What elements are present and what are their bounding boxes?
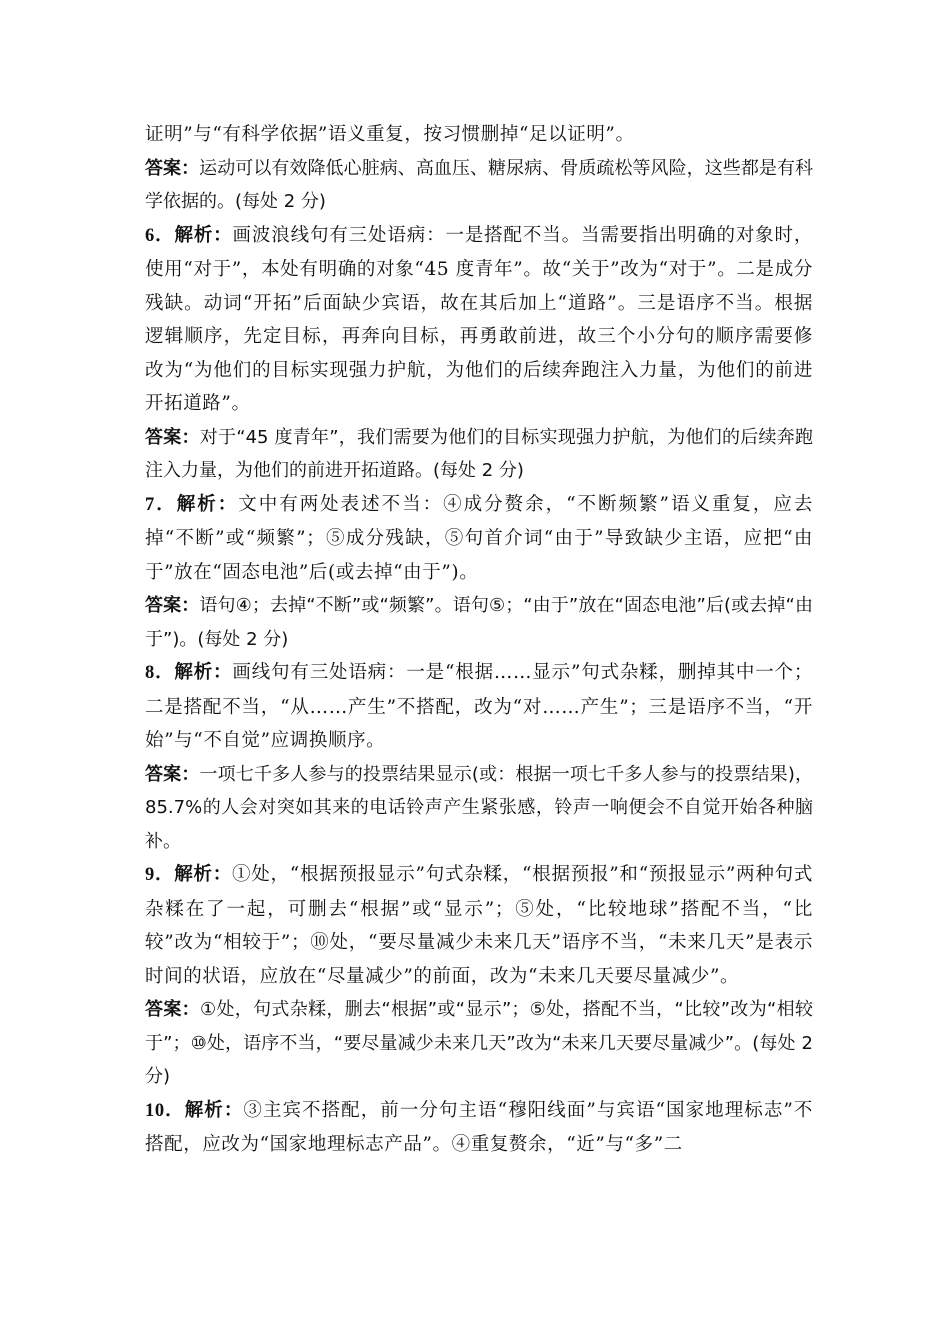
paragraph-text: 一项七千多人参与的投票结果显示(或：根据一项七千多人参与的投票结果)，85.7%的人会对突如其来的电话铃声产生紧张感，铃声一响便会不自觉开始各种脑补。 [145, 763, 813, 852]
explanation-paragraph [145, 118, 813, 152]
question-number: 6． [145, 225, 175, 246]
answer-label: 答案： [145, 763, 200, 785]
answer-paragraph [145, 589, 813, 656]
explanation-label: 解析： [176, 493, 239, 515]
paragraph-text: 对于“45 度青年”，我们需要为他们的目标实现强力护航，为他们的后续奔跑注入力量，为他们的前进开拓道路。(每处 2 分) [145, 426, 813, 481]
paragraph-text: 画波浪线句有三处语病：一是搭配不当。当需要指出明确的对象时，使用“对于”，本处有明确的对象“45 度青年”。故“关于”改为“对于”。二是成分残缺。动词“开拓”后面缺少宾语，故在其后加上“道路”。三是语序不当。根据逻辑顺序，先定目标，再奔向目标，再勇敢前进，故三个小分句的顺序需要修改为“为他们的目标实现强力护航，为他们的后续奔跑注入力量，为他们的前进开拓道路”。 [145, 224, 813, 414]
explanation-label: 解析： [174, 224, 233, 246]
answer-label: 答案： [145, 999, 200, 1020]
answer-paragraph [145, 152, 813, 219]
answer-paragraph [145, 421, 813, 488]
answer-label: 答案： [145, 595, 200, 616]
explanation-paragraph [145, 1094, 813, 1162]
document-page [145, 118, 813, 1162]
paragraph-text: 画线句有三处语病：一是“根据……显示”句式杂糅，删掉其中一个；二是搭配不当，“从……产生”不搭配，改为“对……产生”；三是语序不当，“开始”与“不自觉”应调换顺序。 [145, 662, 813, 751]
answer-paragraph [145, 993, 813, 1094]
question-number: 8． [145, 663, 175, 683]
explanation-paragraph [145, 219, 813, 421]
explanation-paragraph [145, 858, 813, 993]
explanation-paragraph [145, 656, 813, 758]
paragraph-text: 文中有两处表述不当：④成分赘余，“不断频繁”语义重复，应去掉“不断”或“频繁”；⑤成分残缺，⑤句首介词“由于”导致缺少主语，应把“由于”放在“固态电池”后(或去掉“由于”)。 [145, 493, 813, 583]
paragraph-text: 运动可以有效降低心脏病、高血压、糖尿病、骨质疏松等风险，这些都是有科学依据的。(每处 2 分) [145, 157, 814, 212]
answer-label: 答案： [145, 426, 200, 448]
paragraph-text: 证明”与“有科学依据”语义重复，按习惯删掉“足以证明”。 [145, 124, 635, 145]
paragraph-text: ①处，句式杂糅，删去“根据”或“显示”；⑤处，搭配不当，“比较”改为“相较于”；⑩处，语序不当，“要尽量减少未来几天”改为“未来几天要尽量减少”。(每处 2 分) [145, 999, 814, 1087]
question-number: 7． [145, 494, 177, 515]
question-number: 10． [145, 1100, 185, 1121]
question-number: 9． [145, 865, 175, 885]
answer-label: 答案： [145, 157, 200, 179]
paragraph-text: ③主宾不搭配，前一分句主语“穆阳线面”与宾语“国家地理标志”不搭配，应改为“国家地理标志产品”。④重复赘余，“近”与“多”二 [145, 1099, 813, 1155]
explanation-paragraph [145, 488, 813, 590]
paragraph-text: 语句④；去掉“不断”或“频繁”。语句⑤；“由于”放在“固态电池”后(或去掉“由于”)。(每处 2 分) [145, 595, 813, 650]
explanation-label: 解析： [174, 662, 233, 683]
answer-paragraph [145, 758, 813, 859]
explanation-label: 解析： [184, 1099, 244, 1121]
paragraph-text: ①处，“根据预报显示”句式杂糅，“根据预报”和“预报显示”两种句式杂糅在了一起，可删去“根据”或“显示”；⑤处，“比较地球”搭配不当，“比较”改为“相较于”；⑩处，“要尽量减少未来几天”语序不当，“未来几天”是表示时间的状语，应放在“尽量减少”的前面，改为“未来几天要尽量减少”。 [145, 864, 813, 987]
explanation-label: 解析： [174, 864, 233, 885]
